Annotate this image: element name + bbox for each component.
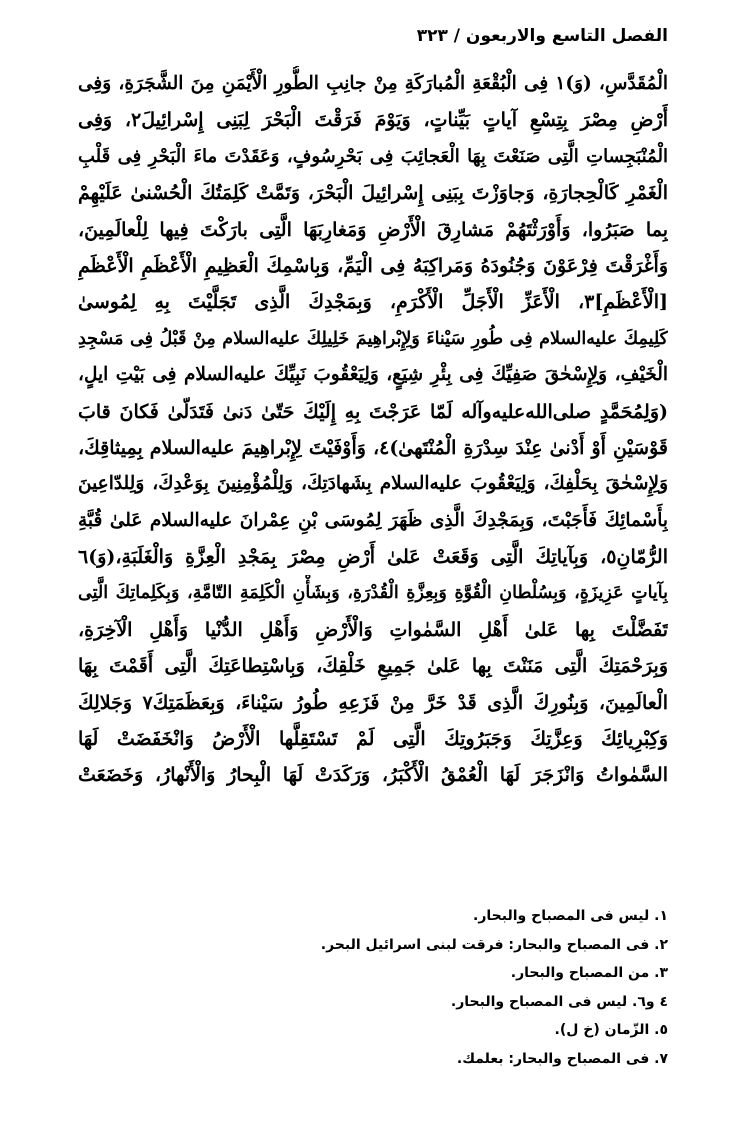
text-line: بِأَسْمائِكَ فَأَجَبْتَ، وَبِمَجْدِكَ الَّذِى ظَهَرَ لِمُوسَى بْنِ عِمْرانَ عليه‌السلام عَلىٰ قُبَّةِ [78,509,668,531]
footnote: ١. ليس فى المصباح والبحار. [473,908,668,924]
text-line: وَأَغْرَقْتَ فِرْعَوْنَ وَجُنُودَهُ وَمَراكِبَهُ فِى الْيَمِّ، وَبِاسْمِكَ الْعَظِيمِ الْأَعْظَمِ الْأَعْظَمِ [78,254,668,277]
text-line: الْغَمْرِ كَالْحِجارَةِ، وَجاوَزْتَ بِبَنِى إِسْرائِيلَ الْبَحْرَ، وَتَمَّتْ كَلِمَتُكَ الْحُسْنىٰ عَلَيْهِمْ [78,182,668,205]
footnotes [78,902,668,1074]
text-line: أَرْضِ مِصْرَ بِتِسْعِ آياتٍ بَيِّناتٍ، وَيَوْمَ فَرَقْتَ الْبَحْرَ لِبَنِى إِسْرائِيلَ٢، وَفِى [78,109,668,132]
text-line: قَوْسَيْنِ أَوْ أَدْنىٰ عِنْدَ سِدْرَةِ الْمُنْتَهىٰ)٤، وَأَوْفَيْتَ لِإِبْراهِيمَ عليه‌السلام بِمِيثاقِكَ، [78,436,668,459]
text-line: الْعالَمِينَ، وَبِنُورِكَ الَّذِى قَدْ خَرَّ مِنْ فَزَعِهِ طُورُ سَيْناءَ، وَبِعَظَمَتِكَ٧ وَجَلالِكَ [78,691,668,714]
text-line: وَكِبْرِيائِكَ وَعِزَّتِكَ وَجَبَرُوتِكَ الَّتِى لَمْ تَسْتَقِلَّها الْأَرْضُ وَانْخَفَضَتْ لَهَا [78,728,668,751]
footnote: ٥. الزّمان (خ ل). [554,1022,668,1039]
text-line: وَبِرَحْمَتِكَ الَّتِى مَنَنْتَ بِها عَلىٰ جَمِيعِ خَلْقِكَ، وَبِاسْتِطاعَتِكَ الَّتِى أَقَمْتَ بِهَا [78,655,668,678]
text-line: (وَلِمُحَمَّدٍ صلى‌الله‌عليه‌وآله لَمّا عَرَجْتَ بِهِ إِلَيْكَ حَتّىٰ دَنىٰ فَتَدَلّىٰ فَكانَ قابَ [78,400,668,423]
text-line: الْخَيْفِ، وَلِإِسْحٰقَ صَفِيِّكَ فِى بِئْرِ شِيَعٍ، وَلِيَعْقُوبَ نَبِيِّكَ عليه‌السلام فِى بَيْتِ ايلٍ، [78,364,668,386]
text-line: الْمُنْبَجِساتِ الَّتِى صَنَعْتَ بِهَا الْعَجائِبَ فِى بَحْرِسُوفٍ، وَعَقَدْتَ ماءَ الْبَحْرِ فِى قَلْبِ [78,145,668,167]
footnote: ٢. فى المصباح والبحار: فرقت لبنى اسرائيل البحر. [320,936,668,953]
text-line: كَلِيمِكَ عليه‌السلام فِى طُورِ سَيْناءَ وَلِإِبْراهِيمَ خَلِيلِكَ عليه‌السلام مِنْ قَبْلُ فِى مَسْجِدِ [78,328,668,349]
footnote: ٤ و٦. ليس فى المصباح والبحار. [450,993,668,1010]
text-line: الْمُقَدَّسِ، (وَ)١ فِى الْبُقْعَةِ الْمُبارَكَةِ مِنْ جانِبِ الطُّورِ الْأَيْمَنِ مِنَ الشَّجَرَةِ، وَفِى [78,73,668,94]
footnote: ٧. فى المصباح والبحار: بعلمك. [456,1050,668,1067]
text-line: [الْأَعْظَمِ]٣، الْأَعَزِّ الْأَجَلِّ الْأَكْرَمِ، وَبِمَجْدِكَ الَّذِى تَجَلَّيْتَ بِهِ لِمُوسىٰ [78,291,668,314]
text-line: وَلِإِسْحٰقَ بِحَلْفِكَ، وَلِيَعْقُوبَ عليه‌السلام بِشَهادَتِكَ، وَلِلْمُؤْمِنِينَ بِوَعْدِكَ، وَلِلدّاعِينَ [78,473,668,495]
text-line: بِآياتٍ عَزِيزَةٍ، وَبِسُلْطانِ الْقُوَّةِ وَبِعِزَّةِ الْقُدْرَةِ، وَبِشَأْنِ الْكَلِمَةِ التّامَّةِ، وَبِكَلِماتِكَ الَّتِى [78,583,668,604]
text-line: بِما صَبَرُوا، وَأَوْرَثْتَهُمْ مَشارِقَ الْأَرْضِ وَمَغارِبَهَا الَّتِى بارَكْتَ فِيها لِلْعالَمِينَ، [78,218,668,241]
supplication-text [78,66,668,794]
text-line: السَّمٰواتُ وَانْزَجَرَ لَهَا الْعُمْقُ الْأَكْبَرُ، وَرَكَدَتْ لَهَا الْبِحارُ وَالْأَنْهارُ، وَخَضَعَتْ [78,764,668,787]
text-line: الرُّمّانِ٥، وَبِآياتِكَ الَّتِى وَقَعَتْ عَلىٰ أَرْضِ مِصْرَ بِمَجْدِ الْعِزَّةِ وَالْغَلَبَةِ،(وَ)٦ [78,546,668,569]
footnote: ٣. من المصباح والبحار. [510,965,668,982]
page-header: الفصل التاسع والاربعون / ٣٢٣ [416,26,668,46]
text-line: تَفَضَّلْتَ بِها عَلىٰ أَهْلِ السَّمٰواتِ وَالْأَرْضِ وَأَهْلِ الدُّنْيا وَأَهْلِ الْآخِرَةِ، [78,618,668,641]
